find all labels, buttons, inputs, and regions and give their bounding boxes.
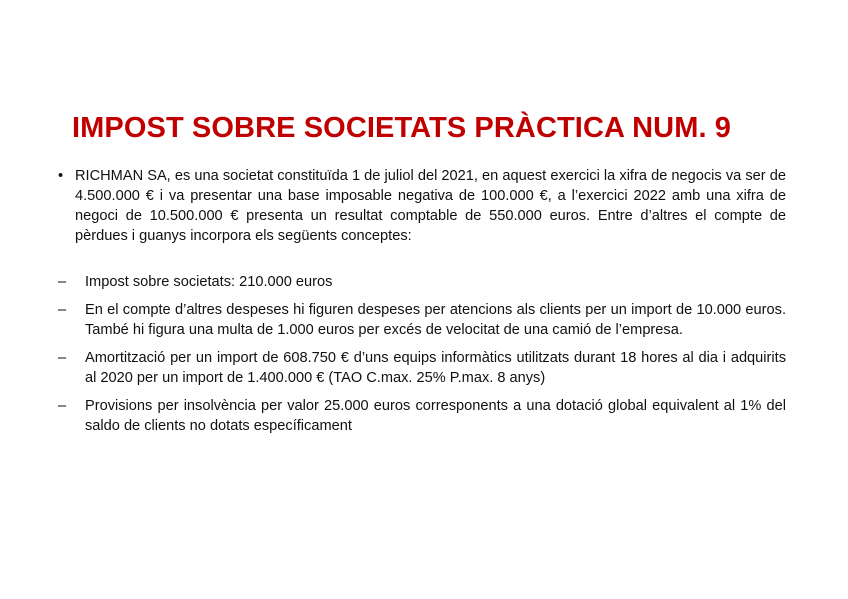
bullet-marker: • bbox=[58, 168, 64, 184]
dash-marker: – bbox=[58, 302, 67, 318]
dash-marker: – bbox=[58, 274, 67, 290]
concepts-list bbox=[58, 272, 786, 444]
list-item bbox=[58, 272, 786, 292]
list-item-text: En el compte d’altres despeses hi figuren despeses per atencions als clients per un import de 10.000 euros. També hi figura una multa de 1.000 euros per excés de velocitat de una camió de l’empresa. bbox=[85, 302, 786, 338]
list-item-text: Amortització per un import de 608.750 € d’uns equips informàtics utilitzats durant 18 hores al dia i adquirits al 2020 per un import de 1.400.000 € (TAO C.max. 25% P.max. 8 anys) bbox=[85, 350, 786, 386]
intro-paragraph bbox=[58, 166, 786, 246]
list-item bbox=[58, 300, 786, 340]
list-item-text: Provisions per insolvència per valor 25.000 euros corresponents a una dotació global equivalent al 1% del saldo de clients no dotats específicament bbox=[85, 398, 786, 434]
page-title: IMPOST SOBRE SOCIETATS PRÀCTICA NUM. 9 bbox=[72, 112, 732, 144]
dash-marker: – bbox=[58, 398, 67, 414]
intro-text: RICHMAN SA, es una societat constituïda 1 de juliol del 2021, en aquest exercici la xifra de negocis va ser de 4.500.000 € i va presentar una base imposable negativa de 100.000 €, a l’exercici 2022 amb una xifra de negoci de 10.500.000 € presenta un resultat comptable de 550.000 euros. Entre d’altres el compte de pèrdues i guanys incorpora els següents conceptes: bbox=[75, 168, 786, 244]
list-item bbox=[58, 348, 786, 388]
list-item bbox=[58, 396, 786, 436]
dash-marker: – bbox=[58, 350, 67, 366]
list-item-text: Impost sobre societats: 210.000 euros bbox=[85, 274, 333, 290]
